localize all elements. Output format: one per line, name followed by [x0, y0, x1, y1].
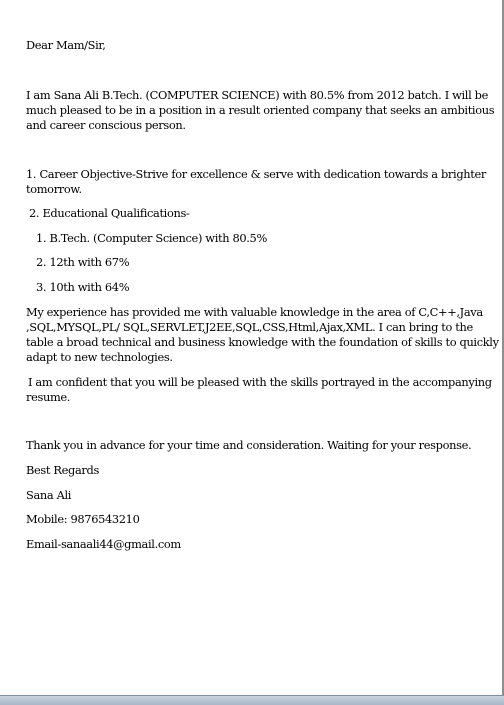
thanks-line: Thank you in advance for your time and consideration. Waiting for your response. — [26, 438, 472, 452]
mobile-number: Mobile: 9876543210 — [26, 512, 140, 526]
qualification-item-12th: 2. 12th with 67% — [36, 255, 130, 269]
experience-line-2: ,SQL,MYSQL,PL/ SQL,SERVLET,J2EE,SQL,CSS,Html,Ajax,XML. I can bring to the — [26, 320, 473, 334]
intro-line-2: much pleased to be in a position in a result oriented company that seeks an ambitious — [26, 103, 495, 117]
education-heading: 2. Educational Qualifications- — [29, 206, 190, 220]
experience-line-3: table a broad technical and business knowledge with the foundation of skills to quickly — [26, 335, 499, 349]
email-address: Email-sanaali44@gmail.com — [26, 537, 181, 551]
objective-line-2: tomorrow. — [26, 182, 82, 196]
signature-name: Sana Ali — [26, 488, 72, 502]
experience-line-1: My experience has provided me with valuable knowledge in the area of C,C++,Java — [26, 305, 483, 319]
objective-line-1: 1. Career Objective-Strive for excellence & serve with dedication towards a brighter — [26, 167, 486, 181]
closing-line: Best Regards — [26, 463, 99, 477]
intro-line-1: I am Sana Ali B.Tech. (COMPUTER SCIENCE) with 80.5% from 2012 batch. I will be — [26, 88, 488, 102]
qualification-item-btech: 1. B.Tech. (Computer Science) with 80.5% — [36, 231, 267, 245]
salutation: Dear Mam/Sir, — [26, 38, 106, 52]
intro-line-3: and career conscious person. — [26, 118, 186, 132]
experience-line-4: adapt to new technologies. — [26, 350, 173, 364]
confidence-line-2: resume. — [26, 390, 71, 404]
confidence-line-1: I am confident that you will be pleased with the skills portrayed in the accompanying — [28, 375, 492, 389]
qualification-item-10th: 3. 10th with 64% — [36, 280, 130, 294]
